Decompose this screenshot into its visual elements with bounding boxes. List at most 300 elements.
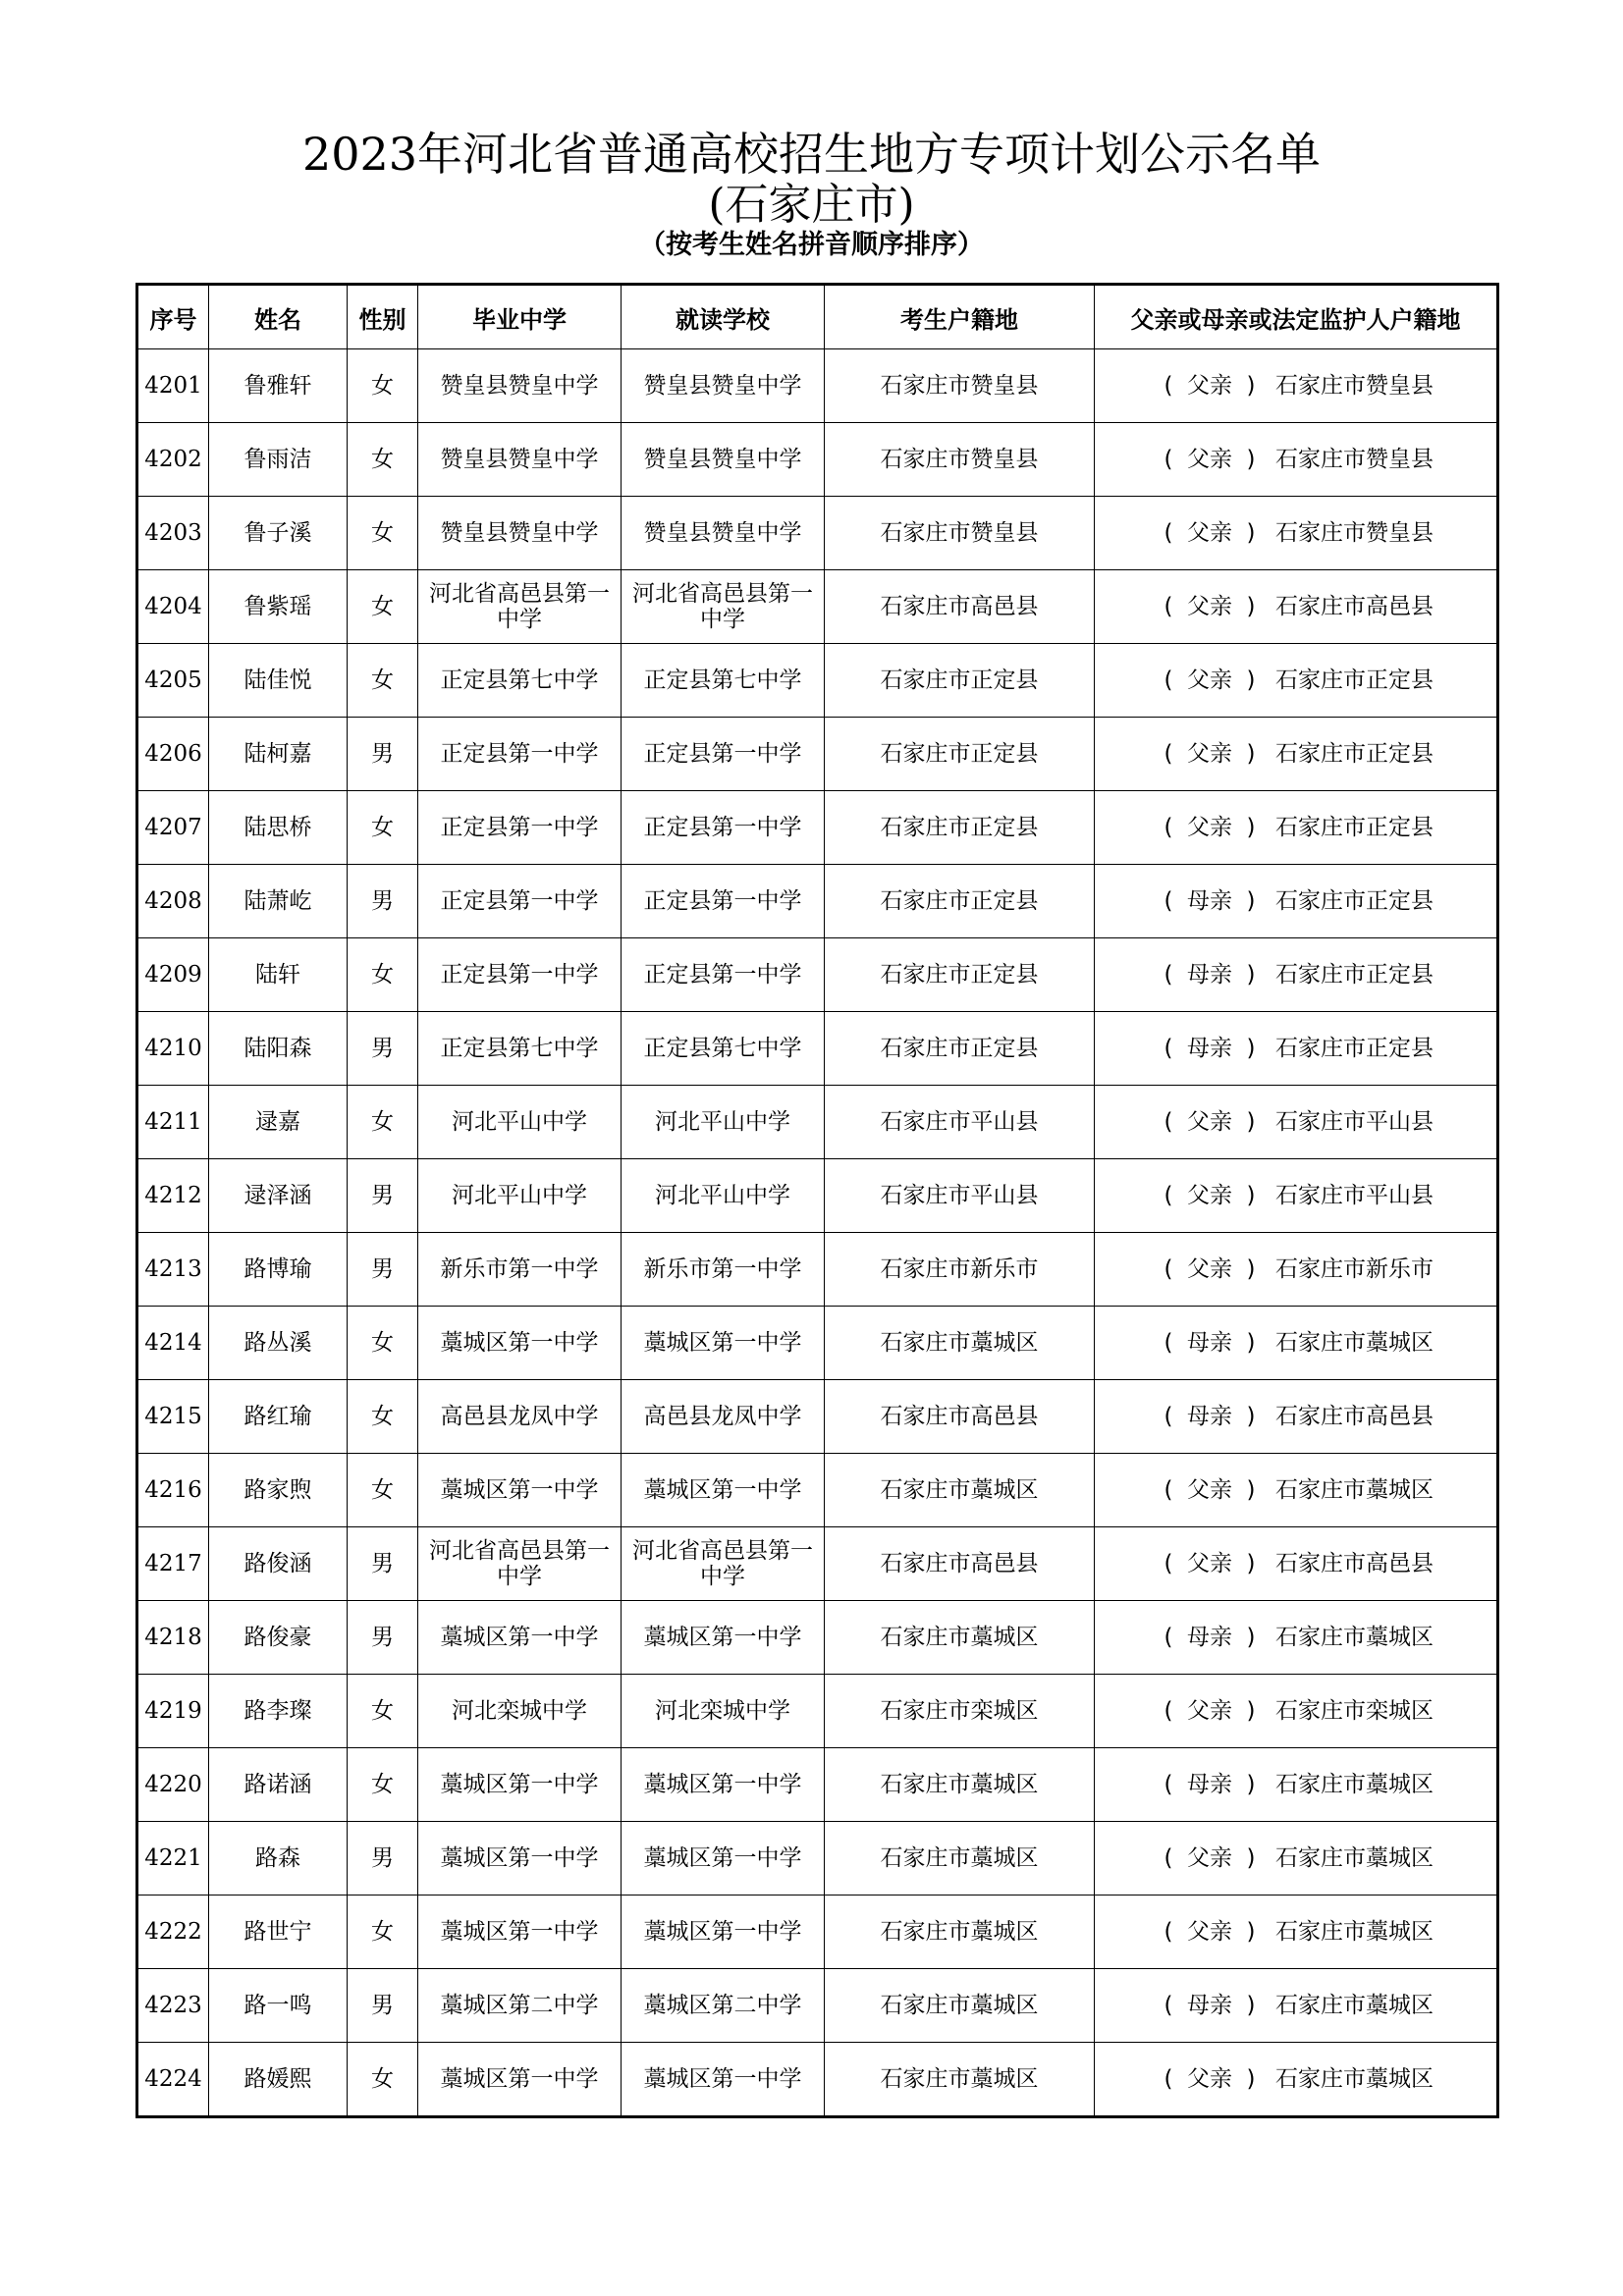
guardian-relation: 父亲: [1187, 1919, 1232, 1945]
cell-seq: 4218: [137, 1601, 209, 1675]
cell-name: 陆柯嘉: [209, 718, 348, 791]
cell-grad-school: 藁城区第一中学: [418, 1307, 622, 1380]
cell-guardian: [1095, 1380, 1498, 1454]
cell-current-school: 新乐市第一中学: [622, 1233, 825, 1307]
guardian-household: 石家庄市藁城区: [1275, 1772, 1434, 1797]
cell-grad-school: 藁城区第一中学: [418, 1896, 622, 1969]
cell-current-school: 赞皇县赞皇中学: [622, 497, 825, 570]
cell-household: 石家庄市藁城区: [825, 1601, 1095, 1675]
cell-gender: 女: [348, 1307, 418, 1380]
header-current-school: 就读学校: [622, 285, 825, 349]
cell-household: 石家庄市藁城区: [825, 1896, 1095, 1969]
guardian-household: 石家庄市正定县: [1275, 741, 1434, 767]
cell-grad-school: 藁城区第一中学: [418, 1822, 622, 1896]
cell-name: 陆佳悦: [209, 644, 348, 718]
cell-current-school: 藁城区第一中学: [622, 1822, 825, 1896]
open-paren: (: [1163, 1477, 1173, 1503]
cell-current-school: 正定县第一中学: [622, 791, 825, 865]
cell-guardian: [1095, 1896, 1498, 1969]
open-paren: (: [1163, 1625, 1173, 1650]
cell-name: 路李璨: [209, 1675, 348, 1748]
open-paren: (: [1163, 1698, 1173, 1724]
guardian-relation: 父亲: [1187, 2066, 1232, 2092]
cell-household: 石家庄市正定县: [825, 865, 1095, 938]
guardian-household: 石家庄市正定县: [1275, 667, 1434, 693]
cell-gender: 女: [348, 349, 418, 423]
table-row: [137, 1601, 1498, 1675]
open-paren: (: [1163, 741, 1173, 767]
cell-seq: 4223: [137, 1969, 209, 2043]
cell-household: 石家庄市栾城区: [825, 1675, 1095, 1748]
cell-grad-school: 藁城区第一中学: [418, 2043, 622, 2117]
close-paren: ): [1246, 1845, 1256, 1871]
cell-gender: 男: [348, 718, 418, 791]
open-paren: (: [1163, 1993, 1173, 2018]
cell-gender: 女: [348, 1675, 418, 1748]
open-paren: (: [1163, 2066, 1173, 2092]
cell-guardian: [1095, 865, 1498, 938]
cell-current-school: 藁城区第一中学: [622, 1748, 825, 1822]
guardian-household: 石家庄市藁城区: [1275, 2066, 1434, 2092]
guardian-relation: 母亲: [1187, 888, 1232, 914]
close-paren: ): [1246, 1993, 1256, 2018]
cell-gender: 男: [348, 1012, 418, 1086]
table-row: [137, 1159, 1498, 1233]
guardian-household: 石家庄市平山县: [1275, 1109, 1434, 1135]
open-paren: (: [1163, 447, 1173, 472]
roster-table: [135, 283, 1499, 2118]
guardian-relation: 父亲: [1187, 667, 1232, 693]
close-paren: ): [1246, 594, 1256, 619]
table-header-row: [137, 285, 1498, 349]
cell-gender: 女: [348, 1380, 418, 1454]
cell-gender: 男: [348, 1233, 418, 1307]
open-paren: (: [1163, 373, 1173, 399]
cell-household: 石家庄市藁城区: [825, 1822, 1095, 1896]
cell-grad-school: 新乐市第一中学: [418, 1233, 622, 1307]
guardian-relation: 父亲: [1187, 741, 1232, 767]
cell-household: 石家庄市新乐市: [825, 1233, 1095, 1307]
open-paren: (: [1163, 888, 1173, 914]
cell-grad-school: 河北栾城中学: [418, 1675, 622, 1748]
cell-gender: 女: [348, 497, 418, 570]
cell-grad-school: 河北平山中学: [418, 1159, 622, 1233]
table-row: [137, 1012, 1498, 1086]
cell-household: 石家庄市正定县: [825, 1012, 1095, 1086]
close-paren: ): [1246, 1772, 1256, 1797]
cell-guardian: [1095, 497, 1498, 570]
cell-household: 石家庄市正定县: [825, 938, 1095, 1012]
cell-guardian: [1095, 1454, 1498, 1527]
cell-name: 路媛熙: [209, 2043, 348, 2117]
cell-name: 鲁雨洁: [209, 423, 348, 497]
guardian-household: 石家庄市正定县: [1275, 888, 1434, 914]
guardian-relation: 母亲: [1187, 1993, 1232, 2018]
cell-current-school: 藁城区第二中学: [622, 1969, 825, 2043]
cell-gender: 男: [348, 1822, 418, 1896]
close-paren: ): [1246, 1256, 1256, 1282]
guardian-relation: 父亲: [1187, 1183, 1232, 1208]
close-paren: ): [1246, 2066, 1256, 2092]
cell-gender: 男: [348, 1527, 418, 1601]
cell-current-school: 藁城区第一中学: [622, 1454, 825, 1527]
cell-current-school: 河北平山中学: [622, 1086, 825, 1159]
guardian-household: 石家庄市藁城区: [1275, 1330, 1434, 1356]
cell-grad-school: 藁城区第一中学: [418, 1454, 622, 1527]
table-row: [137, 1233, 1498, 1307]
table-row: [137, 1822, 1498, 1896]
cell-guardian: [1095, 791, 1498, 865]
cell-seq: 4208: [137, 865, 209, 938]
cell-seq: 4214: [137, 1307, 209, 1380]
cell-seq: 4201: [137, 349, 209, 423]
cell-guardian: [1095, 1822, 1498, 1896]
cell-name: 鲁子溪: [209, 497, 348, 570]
guardian-relation: 母亲: [1187, 1772, 1232, 1797]
open-paren: (: [1163, 1109, 1173, 1135]
cell-name: 鲁雅轩: [209, 349, 348, 423]
guardian-relation: 父亲: [1187, 1477, 1232, 1503]
cell-current-school: 藁城区第一中学: [622, 2043, 825, 2117]
cell-gender: 女: [348, 1896, 418, 1969]
cell-guardian: [1095, 1748, 1498, 1822]
cell-name: 逯泽涵: [209, 1159, 348, 1233]
cell-gender: 女: [348, 2043, 418, 2117]
cell-guardian: [1095, 1159, 1498, 1233]
cell-current-school: 藁城区第一中学: [622, 1307, 825, 1380]
cell-seq: 4221: [137, 1822, 209, 1896]
guardian-relation: 父亲: [1187, 447, 1232, 472]
guardian-relation: 父亲: [1187, 1698, 1232, 1724]
guardian-household: 石家庄市赞皇县: [1275, 447, 1434, 472]
cell-seq: 4217: [137, 1527, 209, 1601]
guardian-household: 石家庄市正定县: [1275, 815, 1434, 840]
cell-name: 逯嘉: [209, 1086, 348, 1159]
cell-grad-school: 河北省高邑县第一中学: [418, 1527, 622, 1601]
guardian-household: 石家庄市赞皇县: [1275, 520, 1434, 546]
guardian-relation: 母亲: [1187, 1404, 1232, 1429]
cell-grad-school: 高邑县龙凤中学: [418, 1380, 622, 1454]
cell-name: 路世宁: [209, 1896, 348, 1969]
cell-household: 石家庄市赞皇县: [825, 423, 1095, 497]
cell-gender: 女: [348, 644, 418, 718]
cell-guardian: [1095, 1012, 1498, 1086]
cell-name: 路家煦: [209, 1454, 348, 1527]
cell-current-school: 正定县第一中学: [622, 718, 825, 791]
cell-household: 石家庄市藁城区: [825, 1969, 1095, 2043]
cell-gender: 男: [348, 865, 418, 938]
sort-note: （按考生姓名拼音顺序排序）: [639, 230, 984, 260]
cell-gender: 女: [348, 791, 418, 865]
header-guardian-household: 父亲或母亲或法定监护人户籍地: [1095, 285, 1498, 349]
cell-household: 石家庄市高邑县: [825, 1380, 1095, 1454]
cell-seq: 4209: [137, 938, 209, 1012]
document-title: 2023年河北省普通高校招生地方专项计划公示名单: [301, 128, 1322, 181]
table-row: [137, 2043, 1498, 2117]
table-row: [137, 423, 1498, 497]
table-row: [137, 791, 1498, 865]
cell-guardian: [1095, 1086, 1498, 1159]
guardian-household: 石家庄市藁城区: [1275, 1477, 1434, 1503]
header-name: 姓名: [209, 285, 348, 349]
cell-seq: 4205: [137, 644, 209, 718]
cell-guardian: [1095, 718, 1498, 791]
cell-guardian: [1095, 644, 1498, 718]
cell-gender: 女: [348, 423, 418, 497]
cell-seq: 4210: [137, 1012, 209, 1086]
table-row: [137, 1675, 1498, 1748]
cell-grad-school: 藁城区第二中学: [418, 1969, 622, 2043]
guardian-household: 石家庄市藁城区: [1275, 1625, 1434, 1650]
table-row: [137, 497, 1498, 570]
cell-guardian: [1095, 1527, 1498, 1601]
close-paren: ): [1246, 1404, 1256, 1429]
open-paren: (: [1163, 1919, 1173, 1945]
close-paren: ): [1246, 1477, 1256, 1503]
cell-household: 石家庄市正定县: [825, 791, 1095, 865]
close-paren: ): [1246, 520, 1256, 546]
guardian-household: 石家庄市藁城区: [1275, 1845, 1434, 1871]
table-row: [137, 938, 1498, 1012]
cell-household: 石家庄市平山县: [825, 1086, 1095, 1159]
guardian-household: 石家庄市栾城区: [1275, 1698, 1434, 1724]
cell-gender: 女: [348, 570, 418, 644]
guardian-relation: 父亲: [1187, 1551, 1232, 1576]
guardian-household: 石家庄市高邑县: [1275, 1551, 1434, 1576]
guardian-relation: 父亲: [1187, 815, 1232, 840]
cell-household: 石家庄市赞皇县: [825, 497, 1095, 570]
guardian-household: 石家庄市赞皇县: [1275, 373, 1434, 399]
open-paren: (: [1163, 667, 1173, 693]
table-row: [137, 644, 1498, 718]
cell-current-school: 藁城区第一中学: [622, 1896, 825, 1969]
cell-name: 陆萧屹: [209, 865, 348, 938]
cell-guardian: [1095, 1307, 1498, 1380]
cell-seq: 4202: [137, 423, 209, 497]
open-paren: (: [1163, 1330, 1173, 1356]
table-body: [137, 349, 1498, 2117]
cell-current-school: 赞皇县赞皇中学: [622, 423, 825, 497]
guardian-relation: 父亲: [1187, 1845, 1232, 1871]
guardian-relation: 父亲: [1187, 520, 1232, 546]
cell-grad-school: 正定县第一中学: [418, 865, 622, 938]
guardian-relation: 父亲: [1187, 1109, 1232, 1135]
close-paren: ): [1246, 1698, 1256, 1724]
open-paren: (: [1163, 1551, 1173, 1576]
cell-household: 石家庄市正定县: [825, 644, 1095, 718]
cell-current-school: 高邑县龙凤中学: [622, 1380, 825, 1454]
cell-name: 陆阳森: [209, 1012, 348, 1086]
cell-grad-school: 正定县第七中学: [418, 644, 622, 718]
table-row: [137, 865, 1498, 938]
guardian-relation: 父亲: [1187, 373, 1232, 399]
cell-guardian: [1095, 423, 1498, 497]
close-paren: ): [1246, 1551, 1256, 1576]
cell-name: 路俊涵: [209, 1527, 348, 1601]
cell-seq: 4213: [137, 1233, 209, 1307]
guardian-household: 石家庄市新乐市: [1275, 1256, 1434, 1282]
close-paren: ): [1246, 888, 1256, 914]
cell-gender: 女: [348, 1454, 418, 1527]
cell-guardian: [1095, 938, 1498, 1012]
table-row: [137, 1380, 1498, 1454]
guardian-household: 石家庄市高邑县: [1275, 1404, 1434, 1429]
guardian-household: 石家庄市正定县: [1275, 962, 1434, 988]
open-paren: (: [1163, 1183, 1173, 1208]
table-row: [137, 1896, 1498, 1969]
cell-seq: 4224: [137, 2043, 209, 2117]
cell-guardian: [1095, 349, 1498, 423]
cell-grad-school: 藁城区第一中学: [418, 1601, 622, 1675]
close-paren: ): [1246, 1625, 1256, 1650]
cell-seq: 4203: [137, 497, 209, 570]
cell-seq: 4207: [137, 791, 209, 865]
cell-name: 路诺涵: [209, 1748, 348, 1822]
header-seq: 序号: [137, 285, 209, 349]
document-subtitle: (石家庄市): [708, 180, 915, 230]
cell-name: 鲁紫瑶: [209, 570, 348, 644]
cell-household: 石家庄市赞皇县: [825, 349, 1095, 423]
cell-guardian: [1095, 1233, 1498, 1307]
cell-name: 路博瑜: [209, 1233, 348, 1307]
cell-grad-school: 河北平山中学: [418, 1086, 622, 1159]
open-paren: (: [1163, 962, 1173, 988]
cell-grad-school: 赞皇县赞皇中学: [418, 497, 622, 570]
table-row: [137, 1969, 1498, 2043]
cell-current-school: 正定县第七中学: [622, 644, 825, 718]
cell-seq: 4220: [137, 1748, 209, 1822]
cell-guardian: [1095, 1675, 1498, 1748]
table-row: [137, 1527, 1498, 1601]
cell-guardian: [1095, 1969, 1498, 2043]
open-paren: (: [1163, 1845, 1173, 1871]
close-paren: ): [1246, 1330, 1256, 1356]
cell-guardian: [1095, 2043, 1498, 2117]
cell-guardian: [1095, 1601, 1498, 1675]
close-paren: ): [1246, 1919, 1256, 1945]
cell-name: 路丛溪: [209, 1307, 348, 1380]
cell-household: 石家庄市高邑县: [825, 1527, 1095, 1601]
cell-household: 石家庄市藁城区: [825, 1307, 1095, 1380]
table-row: [137, 1454, 1498, 1527]
guardian-relation: 母亲: [1187, 1036, 1232, 1061]
cell-grad-school: 正定县第一中学: [418, 938, 622, 1012]
guardian-relation: 母亲: [1187, 1625, 1232, 1650]
open-paren: (: [1163, 815, 1173, 840]
cell-household: 石家庄市高邑县: [825, 570, 1095, 644]
guardian-relation: 父亲: [1187, 594, 1232, 619]
guardian-relation: 母亲: [1187, 962, 1232, 988]
table-row: [137, 1086, 1498, 1159]
open-paren: (: [1163, 1256, 1173, 1282]
cell-current-school: 正定县第一中学: [622, 938, 825, 1012]
cell-seq: 4219: [137, 1675, 209, 1748]
guardian-household: 石家庄市藁城区: [1275, 1993, 1434, 2018]
close-paren: ): [1246, 962, 1256, 988]
open-paren: (: [1163, 520, 1173, 546]
guardian-household: 石家庄市高邑县: [1275, 594, 1434, 619]
cell-current-school: 正定县第一中学: [622, 865, 825, 938]
close-paren: ): [1246, 815, 1256, 840]
cell-grad-school: 正定县第一中学: [418, 718, 622, 791]
cell-seq: 4206: [137, 718, 209, 791]
open-paren: (: [1163, 594, 1173, 619]
close-paren: ): [1246, 1036, 1256, 1061]
cell-household: 石家庄市平山县: [825, 1159, 1095, 1233]
open-paren: (: [1163, 1404, 1173, 1429]
cell-name: 陆思桥: [209, 791, 348, 865]
close-paren: ): [1246, 1109, 1256, 1135]
cell-grad-school: 正定县第七中学: [418, 1012, 622, 1086]
header-gender: 性别: [348, 285, 418, 349]
cell-name: 路红瑜: [209, 1380, 348, 1454]
cell-household: 石家庄市藁城区: [825, 1748, 1095, 1822]
table-row: [137, 1748, 1498, 1822]
open-paren: (: [1163, 1036, 1173, 1061]
cell-gender: 男: [348, 1159, 418, 1233]
cell-grad-school: 赞皇县赞皇中学: [418, 349, 622, 423]
cell-current-school: 河北省高邑县第一中学: [622, 570, 825, 644]
cell-gender: 男: [348, 1969, 418, 2043]
cell-guardian: [1095, 570, 1498, 644]
cell-seq: 4222: [137, 1896, 209, 1969]
cell-household: 石家庄市藁城区: [825, 2043, 1095, 2117]
cell-seq: 4215: [137, 1380, 209, 1454]
cell-seq: 4211: [137, 1086, 209, 1159]
table-row: [137, 1307, 1498, 1380]
open-paren: (: [1163, 1772, 1173, 1797]
header-household: 考生户籍地: [825, 285, 1095, 349]
cell-household: 石家庄市藁城区: [825, 1454, 1095, 1527]
cell-current-school: 河北平山中学: [622, 1159, 825, 1233]
cell-name: 路俊豪: [209, 1601, 348, 1675]
cell-gender: 女: [348, 1748, 418, 1822]
cell-gender: 男: [348, 1601, 418, 1675]
guardian-household: 石家庄市藁城区: [1275, 1919, 1434, 1945]
cell-current-school: 河北栾城中学: [622, 1675, 825, 1748]
cell-household: 石家庄市正定县: [825, 718, 1095, 791]
cell-current-school: 藁城区第一中学: [622, 1601, 825, 1675]
close-paren: ): [1246, 447, 1256, 472]
cell-current-school: 赞皇县赞皇中学: [622, 349, 825, 423]
guardian-relation: 父亲: [1187, 1256, 1232, 1282]
close-paren: ): [1246, 741, 1256, 767]
cell-seq: 4216: [137, 1454, 209, 1527]
close-paren: ): [1246, 373, 1256, 399]
cell-seq: 4212: [137, 1159, 209, 1233]
cell-name: 陆轩: [209, 938, 348, 1012]
guardian-household: 石家庄市平山县: [1275, 1183, 1434, 1208]
cell-name: 路森: [209, 1822, 348, 1896]
cell-seq: 4204: [137, 570, 209, 644]
cell-current-school: 正定县第七中学: [622, 1012, 825, 1086]
table-row: [137, 718, 1498, 791]
close-paren: ): [1246, 1183, 1256, 1208]
close-paren: ): [1246, 667, 1256, 693]
header-grad-school: 毕业中学: [418, 285, 622, 349]
cell-grad-school: 赞皇县赞皇中学: [418, 423, 622, 497]
cell-name: 路一鸣: [209, 1969, 348, 2043]
guardian-relation: 母亲: [1187, 1330, 1232, 1356]
guardian-household: 石家庄市正定县: [1275, 1036, 1434, 1061]
cell-grad-school: 正定县第一中学: [418, 791, 622, 865]
cell-grad-school: 藁城区第一中学: [418, 1748, 622, 1822]
cell-gender: 女: [348, 938, 418, 1012]
table-row: [137, 349, 1498, 423]
cell-gender: 女: [348, 1086, 418, 1159]
cell-grad-school: 河北省高邑县第一中学: [418, 570, 622, 644]
cell-current-school: 河北省高邑县第一中学: [622, 1527, 825, 1601]
